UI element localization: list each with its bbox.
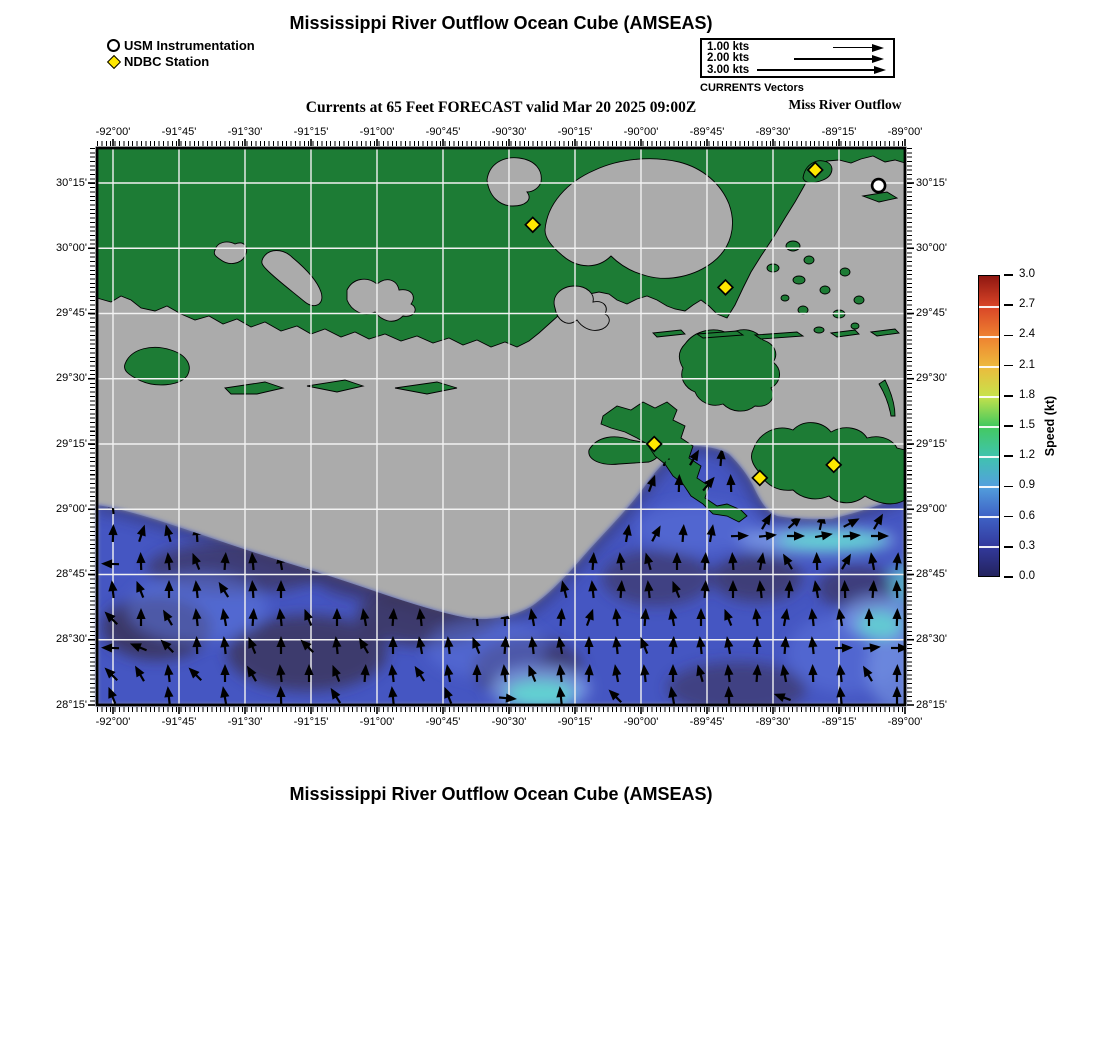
minor-ticks-right [907,148,912,705]
lon-tick-label: -89°45' [689,716,725,728]
arrowhead-icon [872,55,884,63]
lon-tick-label: -91°45' [161,126,197,138]
colorbar-tick [1004,365,1013,367]
lat-tick-label: 29°15' [56,437,87,450]
lat-tick-label: 29°45' [916,307,947,319]
colorbar-level-line [979,366,999,368]
lon-tick-label: -91°00' [359,716,395,728]
colorbar-tick-label: 3.0 [1019,268,1035,280]
speed-colorbar [978,268,1098,582]
lon-tick-label: -89°45' [689,126,725,138]
lon-tick-label: -89°00' [887,126,923,138]
colorbar-tick [1004,274,1013,276]
colorbar-tick-label: 1.2 [1019,449,1035,462]
region-label: Miss River Outflow [788,97,902,112]
colorbar-tick-label: 1.5 [1019,419,1035,431]
lat-tick-label: 29°30' [916,372,947,385]
lat-tick-label: 28°30' [56,633,87,646]
lon-tick-label: -90°30' [491,716,527,728]
lon-tick-label: -92°00' [95,126,131,138]
colorbar-tick [1004,395,1013,397]
colorbar-level-line [979,486,999,488]
vector-scale-arrow [794,55,884,63]
minor-ticks-bottom [97,707,905,712]
colorbar-level-line [979,456,999,458]
lon-tick-label: -91°15' [293,716,329,728]
colorbar-tick [1004,516,1013,518]
lon-tick-label: -91°00' [359,126,395,138]
vector-scale-label: 1.00 kts [707,41,750,54]
lon-tick-label: -90°00' [623,716,659,728]
minor-ticks-top [97,141,905,146]
lat-tick-label: 30°15' [916,176,947,189]
colorbar-level-line [979,336,999,338]
lon-tick-label: -89°30' [755,716,791,728]
colorbar-tick [1004,576,1013,578]
colorbar-tick [1004,486,1013,488]
arrowhead-icon [874,66,886,74]
colorbar-level-line [979,306,999,308]
colorbar-tick [1004,546,1013,548]
colorbar-tick-label: 0.6 [1019,509,1035,522]
colorbar-tick [1004,425,1013,427]
vector-scale-label: 3.00 kts [707,63,750,76]
lat-tick-label: 29°15' [916,437,947,450]
lon-tick-label: -89°15' [821,126,857,138]
colorbar-tick-label: 0.3 [1019,539,1035,552]
lon-tick-label: -90°45' [425,126,461,138]
vector-scale-legend [700,38,895,78]
lon-tick-label: -90°30' [491,126,527,138]
colorbar-axis-label: Speed (kt) [1043,395,1057,457]
colorbar-tick-label: 0.9 [1019,479,1035,492]
lat-tick-label: 28°30' [916,633,947,646]
legend-label: USM Instrumentation [124,37,255,53]
colorbar-level-line [979,396,999,398]
marker-legend [106,37,255,69]
legend-row-diamond [106,53,255,69]
lon-tick-label: -90°00' [623,126,659,138]
lon-tick-label: -91°30' [227,126,263,138]
lat-tick-label: 30°00' [916,241,947,254]
colorbar-tick [1004,455,1013,457]
colorbar-tick-label: 0.0 [1019,570,1035,582]
diamond-icon [106,54,120,68]
lat-tick-label: 29°00' [56,502,87,515]
vector-scale-row [707,53,888,64]
lon-tick-label: -91°15' [293,126,329,138]
lat-tick-label: 28°15' [56,698,87,711]
lon-tick-label: -91°45' [161,716,197,728]
lon-tick-label: -89°00' [887,716,923,728]
colorbar-level-line [979,546,999,548]
lat-tick-label: 30°00' [56,241,87,254]
colorbar-tick-label: 2.7 [1019,298,1035,311]
lon-tick-label: -91°30' [227,716,263,728]
colorbar-tick [1004,304,1013,306]
map-frame-area [56,126,947,728]
colorbar-level-line [979,516,999,518]
colorbar-tick-label: 1.8 [1019,388,1035,401]
forecast-subtitle: Currents at 65 Feet FORECAST valid Mar 20 2025 09:00Z [305,99,697,116]
vector-scale-arrow [757,66,886,74]
lat-tick-label: 29°00' [916,502,947,515]
lon-tick-label: -89°30' [755,126,791,138]
lon-tick-label: -89°15' [821,716,857,728]
colorbar-tick-label: 2.4 [1019,328,1035,341]
colorbar-gradient [978,275,1000,577]
lon-tick-label: -90°15' [557,716,593,728]
lat-tick-label: 29°45' [56,307,87,319]
colorbar-tick-label: 2.1 [1019,358,1035,371]
arrowhead-icon [872,44,884,52]
minor-ticks-left [90,148,95,705]
circle-icon [106,38,120,52]
colorbar-tick [1004,335,1013,337]
vector-scale-label: 2.00 kts [707,52,750,65]
vector-scale-row [707,65,888,76]
footer-title: Mississippi River Outflow Ocean Cube (AMSEAS) [289,784,713,804]
legend-label: NDBC Station [124,53,210,69]
vector-scale-arrow [833,44,884,52]
page-title: Mississippi River Outflow Ocean Cube (AMSEAS) [289,13,713,33]
colorbar-level-line [979,426,999,428]
lon-tick-label: -92°00' [95,716,131,728]
lat-tick-label: 28°15' [916,698,947,711]
legend-row-circle [106,37,255,53]
lat-tick-label: 28°45' [56,568,87,580]
usm-instrumentation-marker [872,179,885,192]
lat-tick-label: 29°30' [56,372,87,385]
vector-legend-caption: CURRENTS Vectors [700,82,804,94]
lon-tick-label: -90°45' [425,716,461,728]
currents-map [97,148,905,705]
lat-tick-label: 30°15' [56,176,87,189]
lat-tick-label: 28°45' [916,568,947,580]
lon-tick-label: -90°15' [557,126,593,138]
